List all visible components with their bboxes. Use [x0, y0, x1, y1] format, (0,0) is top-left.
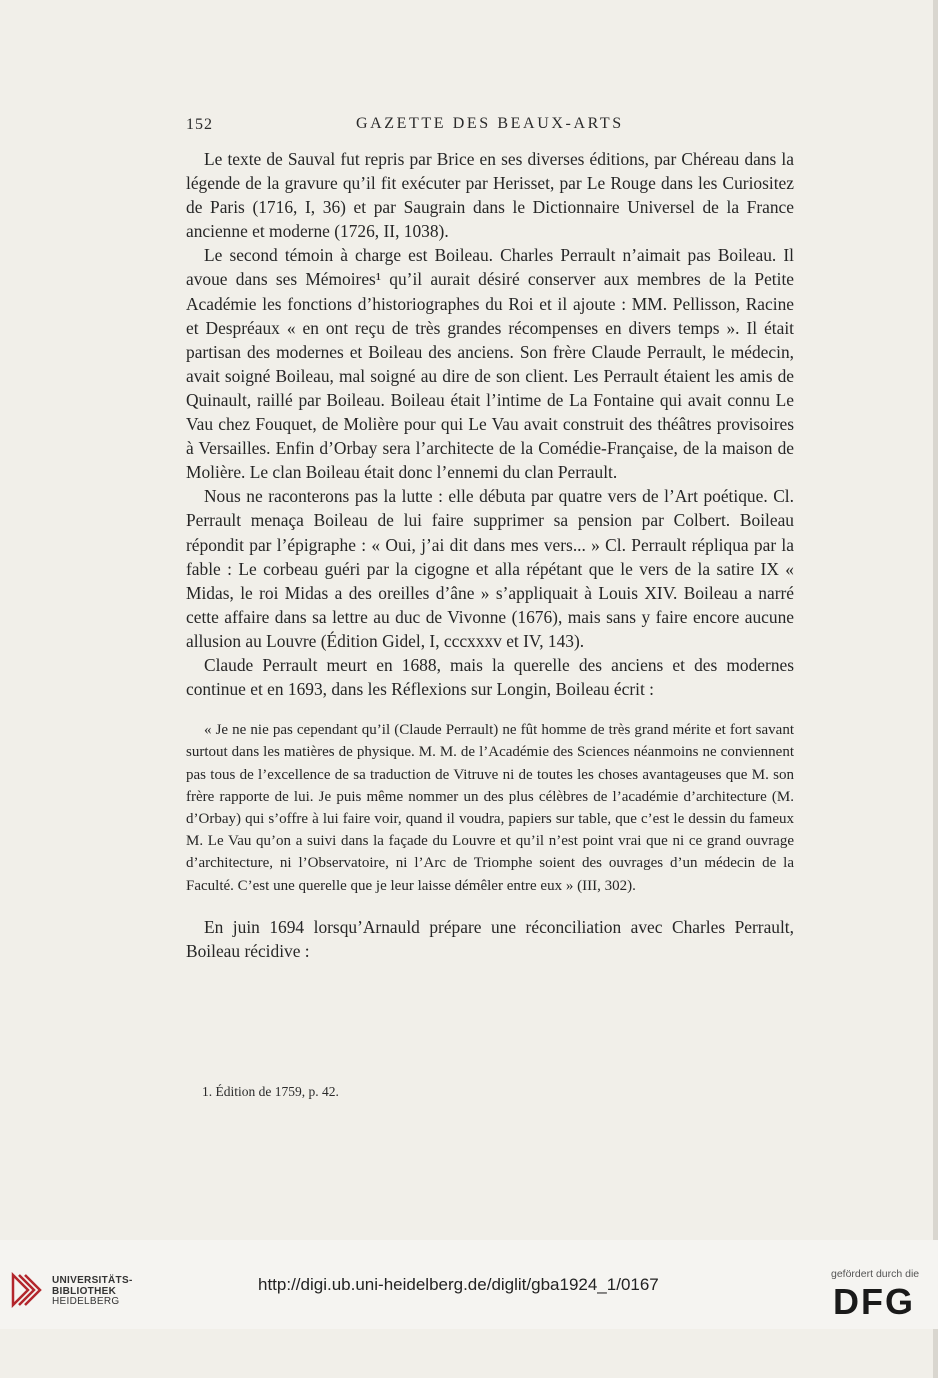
running-head — [186, 113, 794, 137]
permalink-url[interactable]: http://digi.ub.uni-heidelberg.de/diglit/gba1924_1/0167 — [258, 1275, 659, 1294]
paragraph-sauval: Le texte de Sauval fut repris par Brice en ses diverses éditions, par Chéreau dans la légende de la gravure qu’il fit exécuter par Herisset, par Le Rouge dans les Curiositez de Paris (1716, I, 36) et par Saugrain dans le Dictionnaire Universel de la France ancienne et moderne (1726, II, 1038). — [186, 149, 794, 242]
university-library-logo-icon[interactable] — [10, 1272, 46, 1308]
block-quote: « Je ne nie pas cependant qu’il (Claude Perrault) ne fût homme de très grand mérite et fort savant surtout dans les matières de physique. M. M. de l’Académie des Sciences néanmoins ne conviennent pas tous de l’excellence de sa traduction de Vitruve ni de toutes les choses avantageuses que M. son frère rapporte de lui. Je puis même nommer un des plus célèbres de l’académie d’architecture (M. d’Orbay) qui s’offre à lui faire voir, quand il voudra, papiers sur table, que c’est le dessin du fameux M. Le Vau qu’on a suivi dans la façade du Louvre et qu’il n’est point vrai que ni ce grand ouvrage d’architecture, ni l’Observatoire, ni l’Arc de Triomphe soient des ouvrages d’un médecin de la Faculté. C’est une querelle que je leur laisse démêler entre eux » (III, 302). — [186, 722, 794, 894]
journal-title: GAZETTE DES BEAUX-ARTS — [356, 115, 624, 132]
dfg-logo-icon[interactable] — [833, 1284, 925, 1316]
page-edge — [933, 0, 938, 1378]
page-number: 152 — [186, 116, 213, 133]
library-name-line-3: HEIDELBERG — [52, 1296, 120, 1307]
footer-bar — [0, 1240, 938, 1329]
footnote: 1. Édition de 1759, p. 42. — [202, 1084, 339, 1099]
sponsor-label: gefördert durch die — [831, 1268, 920, 1280]
paragraph-claude-perrault-death: Claude Perrault meurt en 1688, mais la querelle des anciens et des modernes continue et en 1693, dans les Réflexions sur Longin, Boileau écrit : — [186, 654, 794, 700]
library-name-line-1: UNIVERSITÄTS- — [52, 1275, 133, 1286]
article-body — [186, 147, 794, 963]
dfg-logo-text: DFG — [833, 1284, 915, 1316]
paragraph-reconciliation: En juin 1694 lorsqu’Arnauld prépare une réconciliation avec Charles Perrault, Boileau récidive : — [186, 916, 794, 961]
paragraph-boileau-witness: Le second témoin à charge est Boileau. Charles Perrault n’aimait pas Boileau. Il avoue dans ses Mémoires¹ qu’il aurait désiré conserver aux membres de la Petite Académie les fonctions d’historiographes du Roi et il ajoute : MM. Pellisson, Racine et Despréaux « en ont reçu de très grandes récompenses en divers temps ». Il était partisan des modernes et Boileau des anciens. Son frère Claude Perrault, le médecin, avait soigné Boileau, mal soigné au dire de son client. Les Perrault étaient les amis de Quinault, raillé par Boileau. Boileau était l’intime de La Fontaine qui avait connu Le Vau chez Fouquet, de Molière pour qui Le Vau avait construit des théâtres provisoires à Versailles. Enfin d’Orbay sera l’architecte de la Comédie-Française, de la maison de Molière. Le clan Boileau était donc l’ennemi du clan Perrault. — [186, 245, 794, 483]
paragraph-the-struggle: Nous ne raconterons pas la lutte : elle débuta par quatre vers de l’Art poétique. Cl. Perrault menaça Boileau de lui faire supprimer sa pension par Colbert. Boileau répondit par l’épigraphe : « Oui, j’ai dit dans mes vers... » Cl. Perrault répliqua par la fable : Le corbeau guéri par la cigogne et alla répétant que le vers de la satire IX « Midas, le roi Midas a des oreilles d’âne » s’appliquait à Louis XIV. Boileau a narré cette affaire dans sa lettre au duc de Vivonne (1676), mais sans y faire encore aucune allusion au Louvre (Édition Gidel, I, cccxxxv et IV, 143). — [186, 486, 794, 651]
library-name[interactable] — [52, 1276, 133, 1308]
library-name-line-2: BIBLIOTHEK — [52, 1285, 117, 1297]
